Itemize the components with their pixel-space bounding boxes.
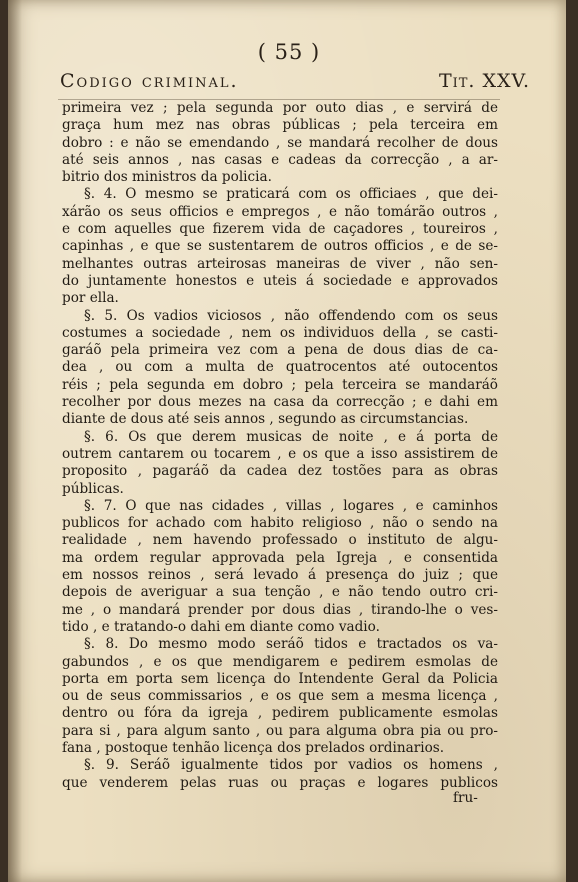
text-line: §. 6. Os que derem musicas de noite , e á porta de [84,428,498,445]
text-line: públicas. [62,480,124,497]
text-line: gabundos , e os que mendigarem e pedirem esmolas de [62,653,498,670]
text-line: garáõ pela primeira vez com a pena de dous dias de ca- [62,342,498,359]
running-head [60,70,530,92]
text-line: em nossos reinos , será levado á presença do juiz ; que [62,567,498,584]
body-text [62,100,498,792]
text-line: para si , para algum santo , ou para alguma obra pia ou pro- [62,722,498,739]
text-line: porta em porta sem licença do Intendente Geral da Policia [62,670,498,687]
text-line: ou de seus commissarios , e os que sem a mesma licença , [62,688,498,705]
text-line: réis ; pela segunda em dobro ; pela terceira se mandaráõ [62,376,498,393]
text-line: realidade , nem havendo professado o instituto de algu- [62,532,498,549]
text-line: dobro : e não se emendando , se mandará recolher de dous [62,134,498,151]
text-line: capinhas , e que se sustentarem de outros officios , e de se- [62,238,498,255]
text-line: publicos for achado com habito religioso , não o sendo na [62,515,498,532]
text-line: §. 9. Seráõ igualmente tidos por vadios os homens , [84,757,498,774]
text-line: graça hum mez nas obras públicas ; pela terceira em [62,117,498,134]
text-line: outrem cantarem ou tocarem , e os que a isso assistirem de [62,445,498,462]
text-line: por ella. [62,290,119,307]
text-line: primeira vez ; pela segunda por outo dias , e servirá de [62,100,498,116]
text-line: bitrio dos ministros da policia. [62,169,272,186]
text-line: até seis annos , nas casas e cadeas da correcção , a ar- [62,151,498,168]
text-line: xárão os seus officios e empregos , e não tomárão outros , [62,203,498,220]
text-line: do juntamente honestos e uteis á sociedade e approvados [62,272,498,289]
text-line: §. 5. Os vadios viciosos , não offendendo com os seus [84,307,498,324]
text-line: recolher por dous mezes na casa da correcção ; e dahi em [62,394,498,411]
page-gutter-shadow [8,0,22,882]
text-line: depois de averiguar a sua tenção , e não tendo outro cri- [62,584,498,601]
text-line: melhantes outras arteirosas maneiras de viver , não sen- [62,255,498,272]
text-line: tido , e tratando-o dahi em diante como vadio. [62,618,380,635]
text-line: dentro ou fóra da igreja , pedirem publicamente esmolas [62,705,498,722]
text-line: ma ordem regular approvada pela Igreja , e consentida [62,549,498,566]
text-line: me , o mandará prender por dous dias , tirando-lhe o ves- [62,601,498,618]
running-head-title: Codigo criminal. [60,70,239,92]
page-number: ( 55 ) [257,40,321,64]
running-head-title-number: Tit. XXV. [438,70,530,92]
text-line: que venderem pelas ruas ou praças e logares publicos [62,774,498,791]
text-line: proposito , pagaráõ da cadea dez tostões para as obras [62,463,498,480]
text-line: §. 7. O que nas cidades , villas , logares , e caminhos [84,497,498,514]
text-line: §. 4. O mesmo se praticará com os officiaes , que dei- [84,186,498,203]
text-line: dea , ou com a multa de quatrocentos até outocentos [62,359,498,376]
text-line: fana , postoque tenhão licença dos prelados ordinarios. [62,739,445,756]
text-line: §. 8. Do mesmo modo seráõ tidos e tractados os va- [84,636,498,653]
text-line: e com aquelles que fizerem vida de caçadores , toureiros , [62,221,498,238]
text-line: costumes a sociedade , nem os individuos della , se casti- [62,324,498,341]
catchword: fru- [453,790,478,806]
text-line: diante de dous até seis annos , segundo as circumstancias. [62,411,469,428]
